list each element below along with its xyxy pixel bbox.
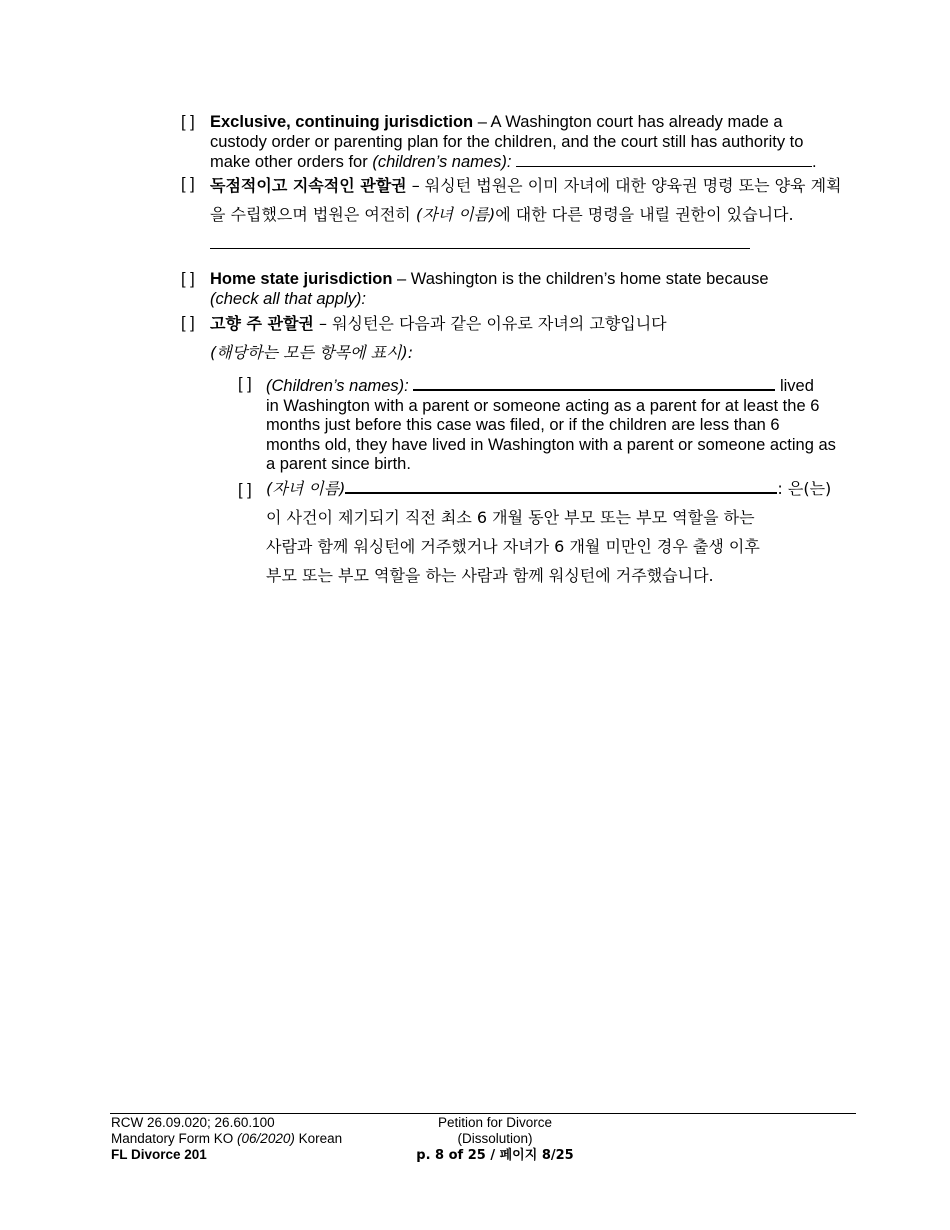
exclusive-jurisdiction-ko — [210, 171, 842, 258]
lived-word: lived — [779, 377, 814, 395]
children-names-label-ko: (자녀 이름) — [415, 205, 496, 224]
exclusive-jurisdiction-en — [210, 113, 835, 173]
exclusive-jurisdiction-text-ko: – 워싱턴 법원은 이미 자녀에 대한 양육권 명령 또는 양육 계획을 수립했으며 법원은 여전히 — [210, 176, 842, 224]
period: . — [812, 153, 817, 171]
lived-in-washington-ko — [266, 474, 846, 590]
exclusive-jurisdiction-text: – A Washington court has already made a custody order or parenting plan for the children, and the court still has authority to make other orders for — [210, 113, 804, 171]
children-names-blank-ko[interactable] — [210, 234, 750, 249]
mandatory-suffix: Korean — [294, 1131, 343, 1146]
footer-rule — [110, 1113, 856, 1114]
children-names-label: (children’s names): — [372, 153, 512, 171]
footer-mandatory — [111, 1131, 411, 1147]
lived-text: in Washington with a parent or someone acting as a parent for at least the 6 months just before this case was filed, or if the children are less than 6 months old, they have lived in Washington with a parent or someone acting as a parent since birth. — [266, 396, 836, 473]
home-state-en — [210, 270, 835, 309]
home-state-text-ko: – 워싱턴은 다음과 같은 이유로 자녀의 고향입니다 — [313, 314, 667, 333]
lived-text-ko-3: 부모 또는 부모 역할을 하는 사람과 함께 워싱턴에 거주했습니다. — [266, 566, 714, 585]
footer-doc-subtitle: (Dissolution) — [457, 1131, 533, 1146]
checkbox-home-state-en[interactable]: [ ] — [181, 270, 195, 288]
footer-rcw: RCW 26.09.020; 26.60.100 — [111, 1115, 275, 1130]
footer-page-number: p. 8 of 25 / 페이지 8/25 — [416, 1148, 574, 1163]
footer-doc-title: Petition for Divorce — [437, 1115, 553, 1130]
lived-in-washington-en — [266, 375, 838, 475]
home-state-text: – Washington is the children’s home state because — [392, 270, 769, 288]
exclusive-jurisdiction-text-ko-b: 에 대한 다른 명령을 내릴 권한이 있습니다. — [495, 205, 794, 224]
exclusive-jurisdiction-title: Exclusive, continuing jurisdiction — [210, 113, 474, 131]
footer-form-id: FL Divorce 201 — [111, 1147, 207, 1162]
eun-neun: : 은(는) — [777, 479, 832, 498]
checkbox-exclusive-jurisdiction-ko[interactable]: [ ] — [181, 175, 195, 193]
lived-text-ko-2: 사람과 함께 워싱턴에 거주했거나 자녀가 6 개월 미만인 경우 출생 이후 — [266, 537, 760, 556]
children-names-blank-sub-ko[interactable] — [345, 478, 777, 494]
lived-text-ko-1: 이 사건이 제기되기 직전 최소 6 개월 동안 부모 또는 부모 역할을 하는 — [266, 508, 755, 527]
mandatory-date: (06/2020) — [237, 1131, 295, 1146]
check-all-label: (check all that apply): — [210, 289, 366, 308]
checkbox-home-state-ko[interactable]: [ ] — [181, 314, 195, 332]
home-state-title-ko: 고향 주 관할권 — [210, 314, 314, 333]
footer-center — [395, 1115, 595, 1164]
children-names-label-sub: (Children’s names): — [266, 377, 409, 395]
check-all-label-ko: (해당하는 모든 항목에 표시): — [210, 343, 414, 362]
home-state-title: Home state jurisdiction — [210, 270, 393, 288]
checkbox-lived-en[interactable]: [ ] — [238, 375, 252, 393]
home-state-ko — [210, 309, 842, 367]
footer-left — [111, 1115, 411, 1163]
children-names-label-sub-ko: (자녀 이름) — [266, 479, 346, 498]
children-names-blank-sub[interactable] — [413, 375, 775, 391]
exclusive-jurisdiction-title-ko: 독점적이고 지속적인 관할권 — [210, 176, 407, 195]
mandatory-prefix: Mandatory Form KO — [111, 1131, 238, 1146]
checkbox-lived-ko[interactable]: [ ] — [238, 481, 252, 499]
children-names-blank[interactable] — [516, 152, 812, 167]
checkbox-exclusive-jurisdiction-en[interactable]: [ ] — [181, 113, 195, 131]
